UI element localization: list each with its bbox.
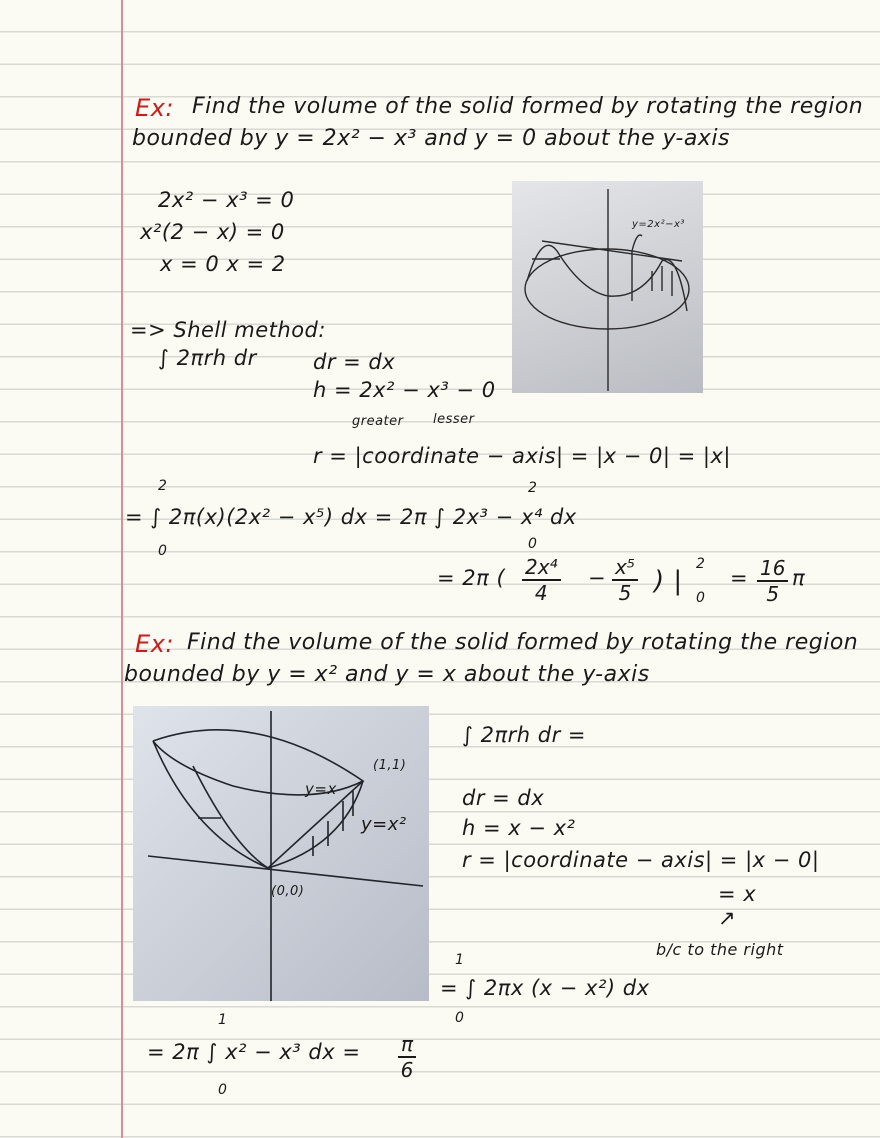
r-equation: r = |coordinate − axis| = |x − 0| = |x| (313, 444, 731, 468)
margin-line (121, 0, 123, 1138)
shell-formula: ∫ 2πrh dr = (462, 723, 586, 747)
method-label: => Shell method: (130, 318, 326, 342)
prompt-line: Find the volume of the solid formed by rotating the region (192, 94, 864, 119)
lower-limit: 0 (218, 1082, 227, 1098)
equation: x = 0 x = 2 (160, 252, 286, 276)
result-fraction: $\frac{\pi}{6}$ (398, 1032, 416, 1082)
upper-limit: 1 (218, 1012, 227, 1028)
upper-limit: 2 (158, 478, 167, 494)
equation: x²(2 − x) = 0 (140, 220, 285, 244)
result-fraction: $\frac{16}{5}$ (757, 556, 788, 606)
lower-limit: 0 (455, 1010, 464, 1026)
origin-label: (0,0) (271, 884, 305, 899)
r-equation: r = |coordinate − axis| = |x − 0| (462, 848, 820, 872)
upper-limit: 2 (528, 480, 537, 496)
r-result: = x (718, 882, 757, 906)
integral-expression: = ∫ 2πx (x − x²) dx (440, 976, 650, 1000)
dr-equation: dr = dx (313, 350, 396, 374)
sketch-photo (133, 706, 429, 1001)
h-equation: h = x − x² (462, 816, 576, 840)
upper-limit: 2 (696, 556, 705, 572)
note: b/c to the right (656, 940, 784, 959)
minus-sign: − (588, 566, 607, 590)
point-label: (1,1) (373, 758, 407, 773)
shell-formula: ∫ 2πrh dr (158, 346, 257, 370)
pi-symbol: π (792, 566, 806, 590)
dr-equation: dr = dx (462, 786, 545, 810)
upper-limit: 1 (455, 952, 464, 968)
lesser-note: lesser (433, 412, 475, 427)
evaluation-bar: ) | (654, 566, 683, 596)
line-label: y=x (305, 780, 337, 798)
curve-label: y=2x²−x³ (632, 219, 685, 230)
fraction: $\frac{\text{2x⁴}}{4}$ (522, 555, 561, 605)
arrow-icon: ↗ (718, 906, 737, 930)
example-label: Ex: (135, 94, 174, 122)
curve-label: y=x² (361, 814, 407, 835)
equals-sign: = (730, 566, 749, 590)
lower-limit: 0 (158, 543, 167, 559)
fraction: $\frac{\text{x⁵}}{5}$ (612, 555, 638, 605)
example-label: Ex: (135, 630, 174, 658)
prompt-line: Find the volume of the solid formed by rotating the region (187, 630, 859, 655)
prompt-line: bounded by y = x² and y = x about the y-axis (124, 662, 650, 687)
integral-expression: = ∫ 2π(x)(2x² − x⁵) dx = 2π ∫ 2x³ − x⁴ dx (125, 505, 577, 529)
sketch-photo (512, 181, 703, 393)
prompt-line: bounded by y = 2x² − x³ and y = 0 about the y-axis (132, 126, 730, 151)
lower-limit: 0 (696, 590, 705, 606)
final-expression: = 2π ∫ x² − x³ dx = (147, 1040, 361, 1064)
evaluation-prefix: = 2π ( (437, 566, 506, 590)
lower-limit: 0 (528, 536, 537, 552)
equation: 2x² − x³ = 0 (158, 188, 295, 212)
h-equation: h = 2x² − x³ − 0 (313, 378, 496, 402)
greater-note: greater (352, 414, 404, 429)
